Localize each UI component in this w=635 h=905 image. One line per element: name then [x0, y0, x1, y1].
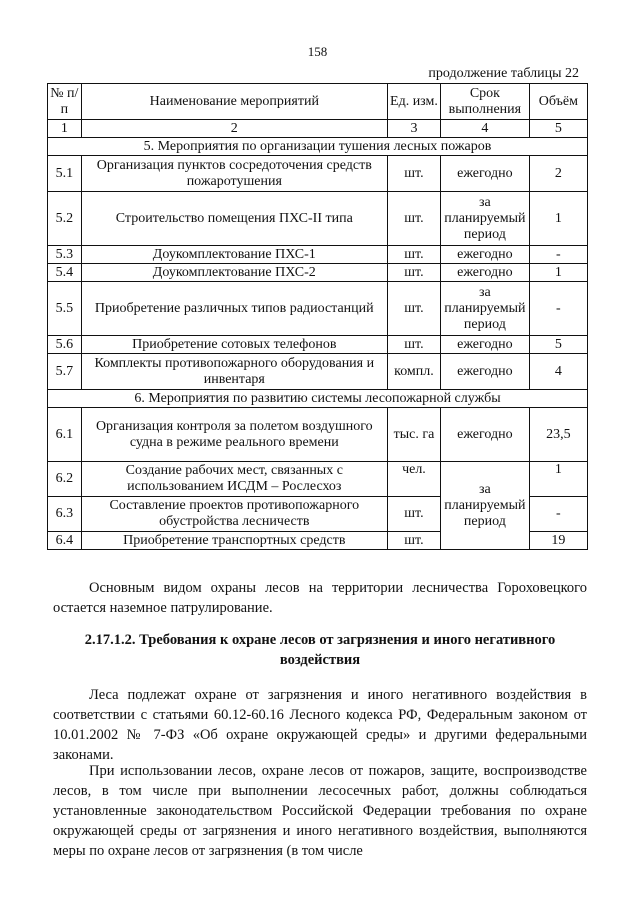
column-numbers-row	[48, 120, 588, 138]
paragraph-patrol: Основным видом охраны лесов на территории лесничества Гороховецкого остается наземное патрулирование.	[53, 580, 587, 616]
table-row	[48, 156, 588, 192]
row-volume: 1	[529, 462, 587, 497]
row-name: Организация пунктов сосредоточения средств пожаротушения	[81, 156, 387, 192]
col-number: 5	[529, 120, 587, 138]
row-unit: шт.	[387, 532, 440, 550]
paragraph-requirements: При использовании лесов, охране лесов от пожаров, защите, воспроизводстве лесов, в том числе при выполнении лесосечных работ, должны соблюдаться установленные законодательством Российской Федерации требования по охране окружающей среды от загрязнения и иного негативного воздействия, выполняются меры по охране лесов от загрязнения (в том числе	[53, 763, 587, 859]
table-row	[48, 192, 588, 246]
row-volume: 19	[529, 532, 587, 550]
col-number: 2	[81, 120, 387, 138]
row-volume: 5	[529, 336, 587, 354]
row-num: 6.3	[48, 497, 82, 532]
row-volume: 4	[529, 354, 587, 390]
row-num: 5.7	[48, 354, 82, 390]
row-num: 6.4	[48, 532, 82, 550]
row-name: Доукомплектование ПХС-2	[81, 264, 387, 282]
row-unit: тыс. га	[387, 408, 440, 462]
row-term: за планируемый период	[440, 282, 529, 336]
row-term: ежегодно	[440, 156, 529, 192]
section-5-row	[48, 138, 588, 156]
paragraph-legal: Леса подлежат охране от загрязнения и иного негативного воздействия в соответствии с статьями 60.12-60.16 Лесного кодекса РФ, Федеральным законом от 10.01.2002 № 7-ФЗ «Об охране окружающей среды» и другими федеральными законами.	[53, 687, 587, 763]
row-unit: шт.	[387, 336, 440, 354]
row-unit: компл.	[387, 354, 440, 390]
row-name: Составление проектов противопожарного обустройства лесничеств	[81, 497, 387, 532]
section-5-title: 5. Мероприятия по организации тушения лесных пожаров	[48, 138, 588, 156]
row-name: Приобретение различных типов радиостанций	[81, 282, 387, 336]
section-6-row	[48, 390, 588, 408]
row-name: Приобретение сотовых телефонов	[81, 336, 387, 354]
row-num: 5.4	[48, 264, 82, 282]
section-heading: 2.17.1.2. Требования к охране лесов от загрязнения и иного негативного воздействия	[84, 632, 556, 668]
row-name: Организация контроля за полетом воздушного судна в режиме реального времени	[81, 408, 387, 462]
row-num: 5.1	[48, 156, 82, 192]
row-unit: шт.	[387, 192, 440, 246]
table-row	[48, 462, 588, 497]
col-number: 3	[387, 120, 440, 138]
row-volume: 1	[529, 264, 587, 282]
header-unit: Ед. изм.	[387, 84, 440, 120]
header-name: Наименование мероприятий	[81, 84, 387, 120]
row-volume: -	[529, 497, 587, 532]
row-term: ежегодно	[440, 264, 529, 282]
table-row	[48, 246, 588, 264]
row-term: за планируемый период	[440, 192, 529, 246]
row-volume: -	[529, 246, 587, 264]
row-unit: чел.	[387, 462, 440, 497]
row-unit: шт.	[387, 282, 440, 336]
row-volume: -	[529, 282, 587, 336]
row-volume: 2	[529, 156, 587, 192]
row-unit: шт.	[387, 246, 440, 264]
row-num: 6.2	[48, 462, 82, 497]
page-number: 158	[307, 44, 328, 59]
row-num: 5.2	[48, 192, 82, 246]
measures-table	[47, 83, 588, 550]
table-continuation-label: продолжение таблицы 22	[428, 66, 579, 81]
row-unit: шт.	[387, 264, 440, 282]
col-number: 4	[440, 120, 529, 138]
table-header-row	[48, 84, 588, 120]
row-name: Комплекты противопожарного оборудования и инвентаря	[81, 354, 387, 390]
header-num: № п/п	[48, 84, 82, 120]
merged-term-cell: за планируемый период	[440, 462, 529, 550]
section-6-title: 6. Мероприятия по развитию системы лесопожарной службы	[48, 390, 588, 408]
header-volume: Объём	[529, 84, 587, 120]
row-num: 5.6	[48, 336, 82, 354]
table-row	[48, 336, 588, 354]
col-number: 1	[48, 120, 82, 138]
header-term: Срок выполнения	[440, 84, 529, 120]
row-name: Доукомплектование ПХС-1	[81, 246, 387, 264]
row-term: ежегодно	[440, 354, 529, 390]
row-unit: шт.	[387, 497, 440, 532]
row-num: 5.5	[48, 282, 82, 336]
row-unit: шт.	[387, 156, 440, 192]
row-num: 5.3	[48, 246, 82, 264]
row-volume: 1	[529, 192, 587, 246]
row-name: Строительство помещения ПХС-II типа	[81, 192, 387, 246]
row-name: Приобретение транспортных средств	[81, 532, 387, 550]
table-row	[48, 354, 588, 390]
table-row	[48, 264, 588, 282]
row-term: ежегодно	[440, 408, 529, 462]
row-volume: 23,5	[529, 408, 587, 462]
table-row	[48, 282, 588, 336]
table-row	[48, 408, 588, 462]
row-term: ежегодно	[440, 246, 529, 264]
row-name: Создание рабочих мест, связанных с использованием ИСДМ – Рослесхоз	[81, 462, 387, 497]
row-num: 6.1	[48, 408, 82, 462]
row-term: ежегодно	[440, 336, 529, 354]
